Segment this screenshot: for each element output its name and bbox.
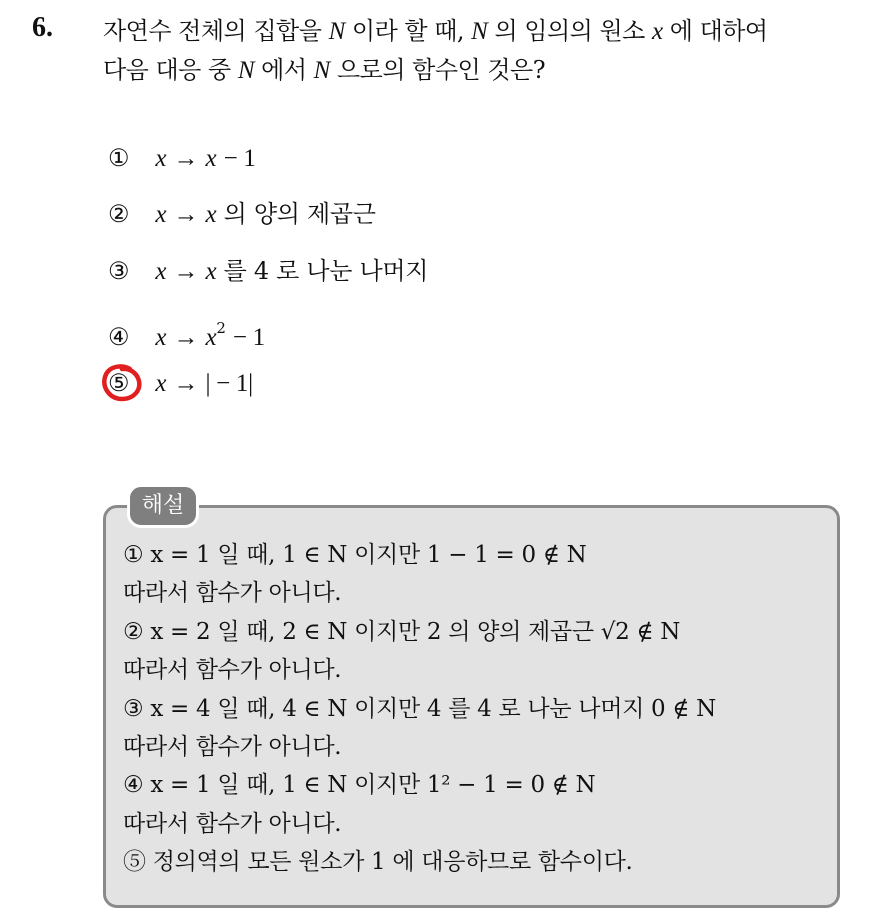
stem-line-1: 자연수 전체의 집합을 N 이라 할 때, N 의 임의의 원소 x 에 대하여 [103,17,768,45]
choice-5[interactable]: ⑤ x → | − 1| [108,365,253,402]
question-number: 6. [32,12,53,43]
choice-1[interactable]: ① x → x − 1 [108,140,256,177]
answer-circle-mark [100,363,146,403]
solution-line: 따라서 함수가 아니다. [123,657,342,684]
choice-2[interactable]: ② x → x 의 양의 제곱근 [108,196,376,233]
var-N: N [313,57,330,84]
solution-line: ③ x = 4 일 때, 4 ∈ N 이지만 4 를 4 로 나눈 나머지 0 ∉ N [123,695,716,722]
solution-text [123,536,833,882]
choice-marker: ③ [108,257,130,285]
choice-marker: ② [108,200,130,228]
stem-line-2: 다음 대응 중 N 에서 N 으로의 함수인 것은? [103,56,546,84]
choice-marker: ① [108,144,130,172]
choice-marker: ⑤ [108,369,130,397]
choice-3[interactable]: ③ x → x 를 4 로 나눈 나머지 [108,253,428,290]
solution-line: ② x = 2 일 때, 2 ∈ N 이지만 2 의 양의 제곱근 √2 ∉ N [123,618,681,645]
choice-marker: ④ [108,323,130,351]
var-N: N [328,18,345,45]
question-stem [103,12,873,90]
var-x: x [652,18,663,45]
solution-line: 따라서 함수가 아니다. [123,580,342,607]
var-N: N [237,57,255,84]
choice-4[interactable]: ④ $x \to x^2 - 1$ [108,310,265,356]
solution-line: ① x = 1 일 때, 1 ∈ N 이지만 1 − 1 = 0 ∉ N [123,542,587,568]
solution-badge: 해설 [127,484,199,528]
solution-line: ⑤ 정의역의 모든 원소가 1 에 대응하므로 함수이다. [123,849,633,876]
solution-line: 따라서 함수가 아니다. [123,733,342,760]
var-N: N [471,18,488,45]
solution-line: 따라서 함수가 아니다. [123,810,342,837]
solution-line: ④ x = 1 일 때, 1 ∈ N 이지만 1² − 1 = 0 ∉ N [123,772,596,799]
